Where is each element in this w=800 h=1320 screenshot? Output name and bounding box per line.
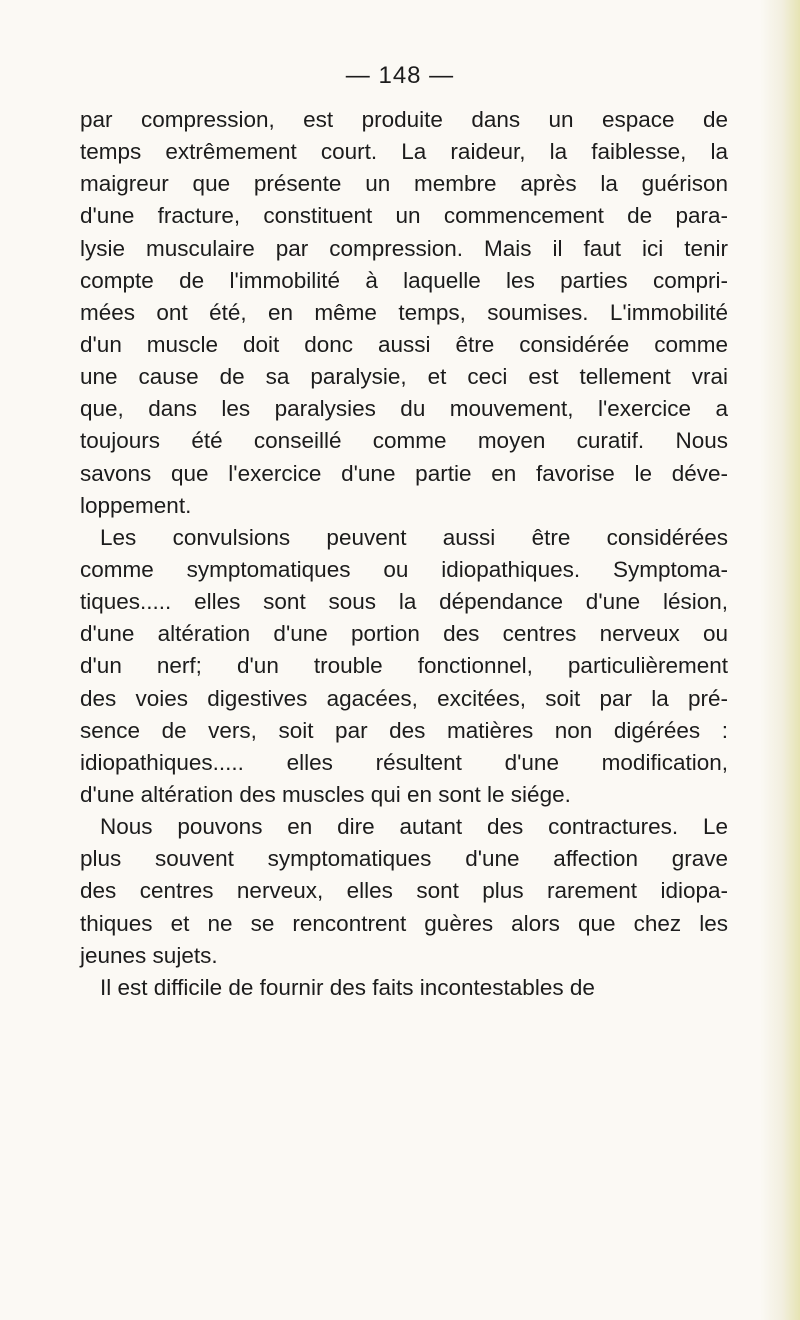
text-line: loppement. xyxy=(80,492,192,518)
text-line: des centres nerveux, elles sont plus rarement idiopa- xyxy=(80,878,728,904)
text-line: comme symptomatiques ou idiopathiques. Symptoma- xyxy=(80,556,728,582)
text-line: que, dans les paralysies du mouvement, l'exercice a xyxy=(80,396,728,422)
page-edge-shading xyxy=(760,0,800,1320)
text-line: idiopathiques..... elles résultent d'une modification, xyxy=(80,749,728,775)
text-line: jeunes sujets. xyxy=(80,942,218,968)
text-line: maigreur que présente un membre après la guérison xyxy=(80,171,728,197)
text-line: d'une altération des muscles qui en sont le siége. xyxy=(80,781,571,807)
text-line: d'une fracture, constituent un commencement de para- xyxy=(80,203,728,229)
text-line: plus souvent symptomatiques d'une affection grave xyxy=(80,846,728,872)
text-line: temps extrêmement court. La raideur, la faiblesse, la xyxy=(80,139,728,165)
text-line: tiques..... elles sont sous la dépendance d'une lésion, xyxy=(80,589,728,615)
text-line: Les convulsions peuvent aussi être considérées xyxy=(100,524,728,550)
text-line: des voies digestives agacées, excitées, soit par la pré- xyxy=(80,685,728,711)
text-line: une cause de sa paralysie, et ceci est tellement vrai xyxy=(80,364,728,390)
text-line: compte de l'immobilité à laquelle les parties compri- xyxy=(80,267,728,293)
page-body xyxy=(80,104,728,1004)
text-line: savons que l'exercice d'une partie en favorise le déve- xyxy=(80,460,728,486)
text-line: lysie musculaire par compression. Mais il faut ici tenir xyxy=(80,235,728,261)
text-line: par compression, est produite dans un espace de xyxy=(80,107,728,132)
text-line: d'une altération d'une portion des centres nerveux ou xyxy=(80,621,728,647)
text-line: mées ont été, en même temps, soumises. L'immobilité xyxy=(80,299,728,325)
text-line: toujours été conseillé comme moyen curatif. Nous xyxy=(80,428,728,454)
text-line: d'un muscle doit donc aussi être considérée comme xyxy=(80,331,728,357)
text-line: Nous pouvons en dire autant des contractures. Le xyxy=(100,814,728,840)
text-line: Il est difficile de fournir des faits incontestables de xyxy=(100,974,595,1000)
text-line: sence de vers, soit par des matières non digérées : xyxy=(80,717,728,743)
page-number: — 148 — xyxy=(345,62,455,89)
text-line: thiques et ne se rencontrent guères alors que chez les xyxy=(80,910,728,936)
text-line: d'un nerf; d'un trouble fonctionnel, particulièrement xyxy=(80,653,728,679)
